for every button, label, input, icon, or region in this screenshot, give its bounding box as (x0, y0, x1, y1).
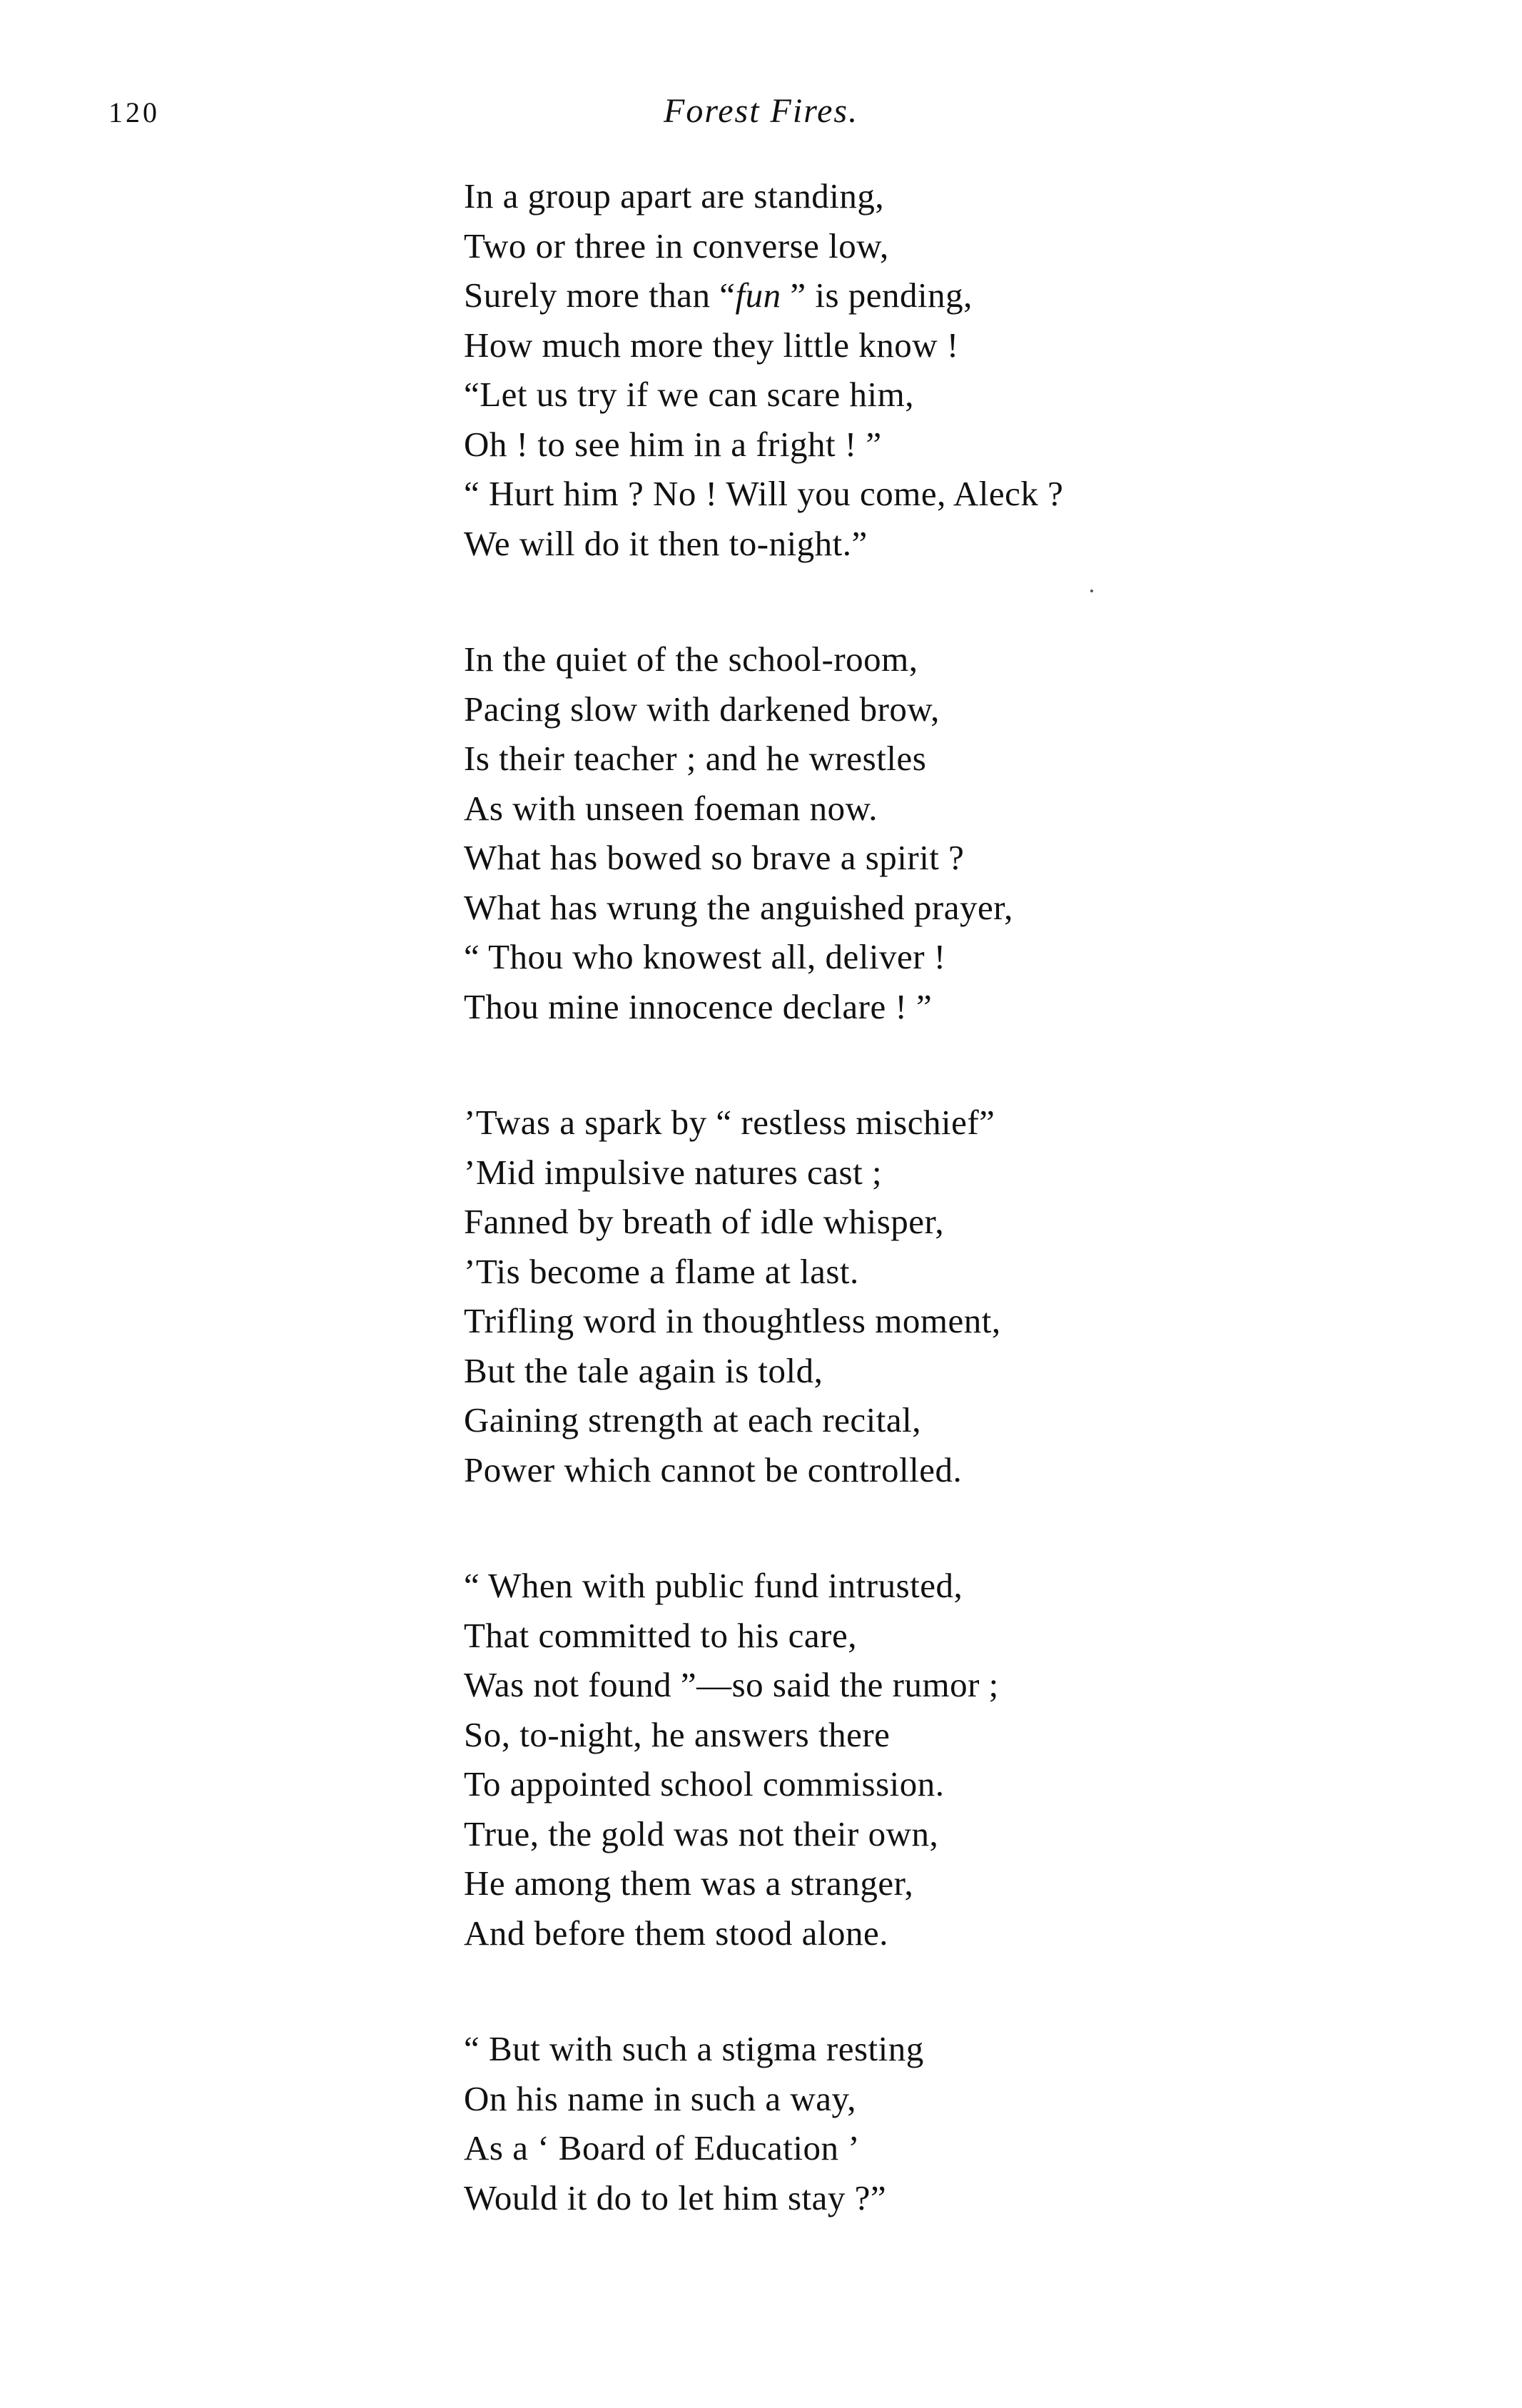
stanza-2 (464, 634, 1391, 1031)
poem-line: Trifling word in thoughtless moment, (464, 1301, 1001, 1340)
poem-line: So, to-night, he answers there (464, 1714, 891, 1754)
poem-line: Oh ! to see him in a fright ! ” (464, 424, 882, 464)
poem-line: Would it do to let him stay ?” (464, 2177, 887, 2217)
poem-line: And before them stood alone. (464, 1913, 889, 1953)
poem-line: To appointed school commission. (464, 1764, 945, 1804)
stanza-1 (464, 171, 1391, 568)
emphasized-word: fun (735, 275, 781, 315)
poem-line: That committed to his care, (464, 1615, 857, 1655)
poem-line: Pacing slow with darkened brow, (464, 689, 940, 729)
poem-line: Is their teacher ; and he wrestles (464, 739, 927, 778)
poem-line: Power which cannot be controlled. (464, 1450, 963, 1489)
poem-line: “ But with such a stigma resting (464, 2029, 924, 2068)
stanza-5 (464, 2024, 1391, 2222)
poem-line: But the tale again is told, (464, 1350, 823, 1390)
poem-line: Gaining strength at each recital, (464, 1400, 921, 1440)
poem-line: True, the gold was not their own, (464, 1813, 939, 1853)
running-title: Forest Fires. (664, 92, 859, 130)
poem-line: What has wrung the anguished prayer, (464, 887, 1013, 927)
poem-line: ’Tis become a flame at last. (464, 1251, 859, 1291)
page-number: 120 (108, 96, 160, 128)
poem-line: Thou mine innocence declare ! ” (464, 986, 933, 1026)
poem-line: “Let us try if we can scare him, (464, 375, 914, 414)
poem-line: How much more they little know ! (464, 325, 959, 365)
poem-line: “ Hurt him ? No ! Will you come, Aleck ? (464, 474, 1064, 513)
stanza-3 (464, 1098, 1391, 1494)
poem-line: What has bowed so brave a spirit ? (464, 838, 965, 877)
stanza-4 (464, 1561, 1391, 1958)
poem-line: ’Twas a spark by “ restless mischief” (464, 1103, 995, 1142)
poem-line: As a ‘ Board of Education ’ (464, 2128, 861, 2167)
poem-line: In a group apart are standing, (464, 176, 885, 216)
poem-line: He among them was a stranger, (464, 1863, 914, 1903)
poem-line: On his name in such a way, (464, 2078, 857, 2118)
poem-line: Fanned by breath of idle whisper, (464, 1202, 945, 1241)
poem-body (464, 171, 1391, 2222)
poem-line: “ Thou who knowest all, deliver ! (464, 937, 946, 976)
poem-line: We will do it then to-night.” (464, 523, 868, 563)
poem-line: Surely more than “fun ” is pending, (464, 275, 973, 315)
poem-line: Was not found ”—so said the rumor ; (464, 1665, 999, 1704)
poem-line: ’Mid impulsive natures cast ; (464, 1152, 883, 1192)
poem-line: As with unseen foeman now. (464, 788, 878, 828)
poem-line: “ When with public fund intrusted, (464, 1566, 963, 1605)
poem-line: Two or three in converse low, (464, 226, 889, 265)
poem-line: In the quiet of the school-room, (464, 639, 918, 679)
